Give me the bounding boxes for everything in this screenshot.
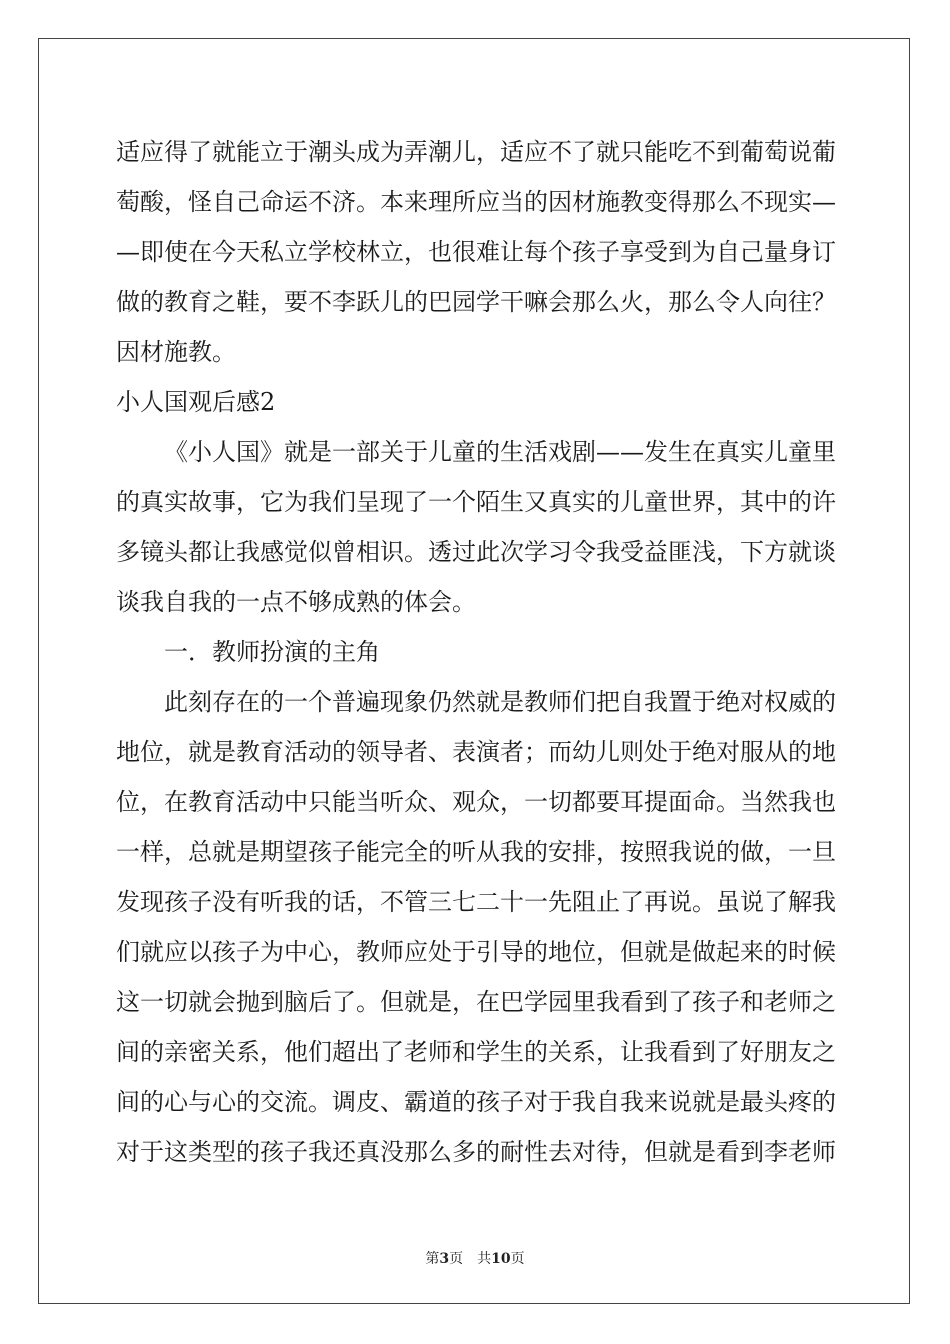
text-line: —即使在今天私立学校林立，也很难让每个孩子享受到为自己量身订 [116,238,836,266]
section-title: 小人国观后感2 [116,388,276,416]
text-line: 萄酸，怪自己命运不济。本来理所应当的因材施教变得那么不现实— [116,188,836,216]
total-suffix: 页 [510,1251,525,1267]
page-number: 3 [439,1251,450,1267]
text-line: 间的心与心的交流。调皮、霸道的孩子对于我自我来说就是最头疼的 [116,1088,836,1116]
text-line: 《小人国》就是一部关于儿童的生活戏剧——发生在真实儿童里 [164,438,836,466]
text-line: 地位，就是教育活动的领导者、表演者；而幼儿则处于绝对服从的地 [116,738,836,766]
page-prefix: 第 [425,1251,440,1267]
text-line: 间的亲密关系，他们超出了老师和学生的关系，让我看到了好朋友之 [116,1038,836,1066]
text-line: 适应得了就能立于潮头成为弄潮儿，适应不了就只能吃不到葡萄说葡 [116,138,836,166]
text-line: 的真实故事，它为我们呈现了一个陌生又真实的儿童世界，其中的许 [116,488,836,516]
text-line: 因材施教。 [116,338,236,366]
text-line: 这一切就会抛到脑后了。但就是，在巴学园里我看到了孩子和老师之 [116,988,836,1016]
text-line: 多镜头都让我感觉似曾相识。透过此次学习令我受益匪浅，下方就谈 [116,538,836,566]
text-line: 们就应以孩子为中心，教师应处于引导的地位，但就是做起来的时候 [116,938,836,966]
text-line: 发现孩子没有听我的话，不管三七二十一先阻止了再说。虽说了解我 [116,888,836,916]
total-pages: 10 [491,1251,511,1267]
document-body [116,127,836,1177]
text-line: 位，在教育活动中只能当听众、观众，一切都要耳提面命。当然我也 [116,788,836,816]
text-line: 此刻存在的一个普遍现象仍然就是教师们把自我置于绝对权威的 [164,688,836,716]
text-line: 谈我自我的一点不够成熟的体会。 [116,588,476,616]
page-footer [0,1248,950,1268]
subsection-heading: 一．教师扮演的主角 [164,638,380,666]
text-line: 做的教育之鞋，要不李跃儿的巴园学干嘛会那么火，那么令人向往？ [116,288,836,316]
text-line: 对于这类型的孩子我还真没那么多的耐性去对待，但就是看到李老师 [116,1138,836,1166]
total-prefix: 共 [477,1251,492,1267]
text-line: 一样，总就是期望孩子能完全的听从我的安排，按照我说的做，一旦 [116,838,836,866]
page-suffix: 页 [449,1251,464,1267]
